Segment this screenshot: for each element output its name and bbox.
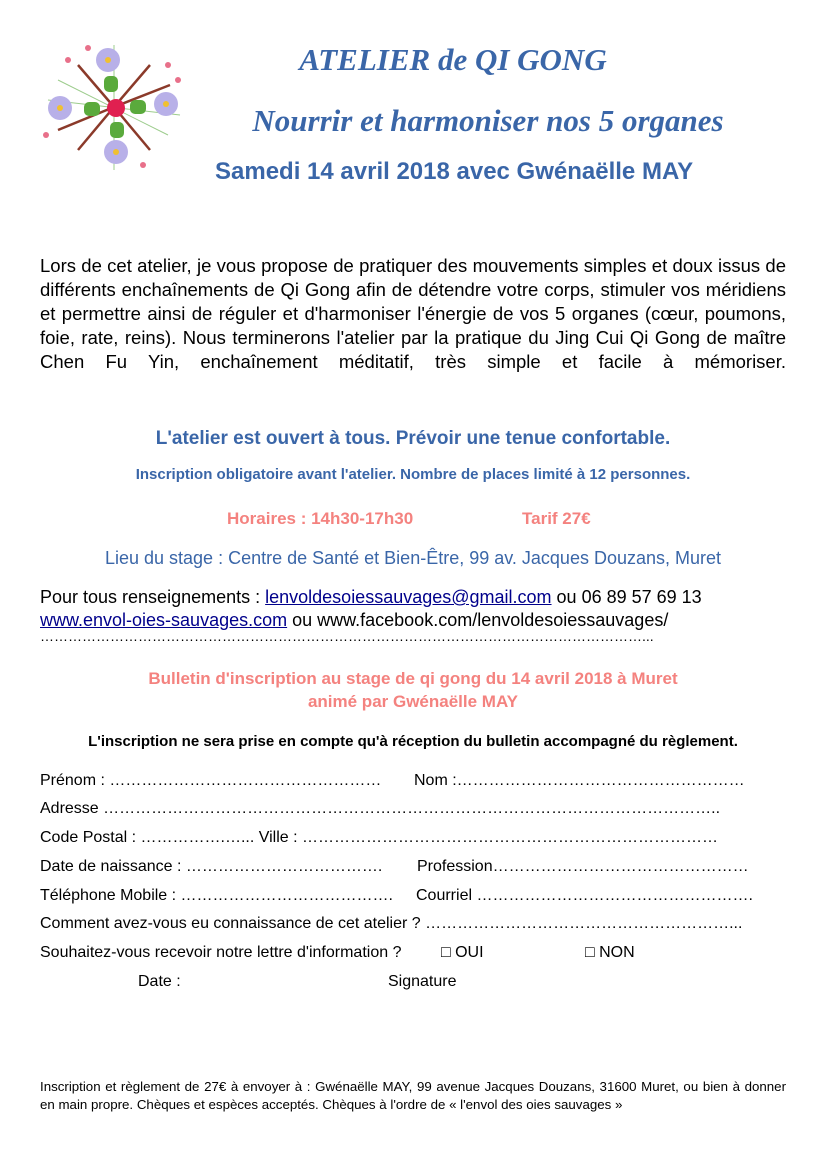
contact-block <box>40 586 702 632</box>
email-link[interactable]: lenvoldesoiessauvages@gmail.com <box>265 587 552 607</box>
field-code-postal-ville[interactable]: Code Postal : …………….…... Ville : …………………………………………………………………… <box>40 829 719 846</box>
field-courriel[interactable]: Courriel ……………………………………………. <box>416 887 753 904</box>
bulletin-notice: L'inscription ne sera prise en compte qu'à réception du bulletin accompagné du règlement. <box>88 733 738 750</box>
event-date: Samedi 14 avril 2018 avec Gwénaëlle MAY <box>215 158 694 185</box>
document-subtitle: Nourrir et harmoniser nos 5 organes <box>252 103 724 138</box>
checkbox-non[interactable]: □ NON <box>585 944 635 961</box>
field-prenom[interactable]: Prénom : …………………………………………… <box>40 772 382 789</box>
inscription-notice: Inscription obligatoire avant l'atelier. Nombre de places limité à 12 personnes. <box>135 466 691 483</box>
separator: …………………………………………………………………………………………………………………... <box>40 628 654 644</box>
signature-label: Signature <box>388 973 457 990</box>
field-date-naissance[interactable]: Date de naissance : ………………………………. <box>40 858 383 875</box>
phone: ou 06 89 57 69 13 <box>551 587 702 607</box>
checkbox-oui[interactable]: □ OUI <box>441 944 484 961</box>
field-connaissance[interactable]: Comment avez-vous eu connaissance de cet atelier ? …………………………………………………... <box>40 915 743 932</box>
field-adresse[interactable]: Adresse …………………………………………………………………………………………………….. <box>40 800 721 817</box>
field-telephone[interactable]: Téléphone Mobile : …………………………………. <box>40 887 393 904</box>
tarif: Tarif 27€ <box>522 509 591 528</box>
footer-note: Inscription et règlement de 27€ à envoyer à : Gwénaëlle MAY, 99 avenue Jacques Douzans, 31600 Muret, ou bien à donner en main propre. Chèques et espèces acceptés. Chèques à l'ordre de « l'envol des oies sauvages » <box>40 1079 786 1112</box>
date-label: Date : <box>138 973 181 990</box>
contact-prefix: Pour tous renseignements : <box>40 587 266 607</box>
open-notice: L'atelier est ouvert à tous. Prévoir une tenue confortable. <box>155 428 671 449</box>
bulletin-subtitle: animé par Gwénaëlle MAY <box>307 692 519 711</box>
lieu: Lieu du stage : Centre de Santé et Bien-Être, 99 av. Jacques Douzans, Muret <box>104 548 722 568</box>
document-title: ATELIER de QI GONG <box>299 42 607 77</box>
field-profession[interactable]: Profession………………………………………… <box>417 858 749 875</box>
newsletter-question: Souhaitez-vous recevoir notre lettre d'information ? <box>40 944 402 961</box>
facebook: ou www.facebook.com/lenvoldesoiessauvages/ <box>287 610 669 630</box>
website-link[interactable]: www.envol-oies-sauvages.com <box>40 610 288 630</box>
field-nom[interactable]: Nom :……………………………………………… <box>414 772 745 789</box>
intro-paragraph: Lors de cet atelier, je vous propose de pratiquer des mouvements simples et doux issus de différents enchaînements de Qi Gong afin de détendre votre corps, stimuler vos méridiens et permettre ainsi de réguler et d'harmoniser l'énergie de vos 5 organes (cœur, poumons, foie, rate, reins). Nous terminerons l'atelier par la pratique du Jing Cui Qi Gong de maître Chen Fu Yin, enchaînement méditatif, très simple et facile à mémoriser. <box>40 255 786 372</box>
horaires: Horaires : 14h30-17h30 <box>227 509 414 528</box>
bulletin-title: Bulletin d'inscription au stage de qi gong du 14 avril 2018 à Muret <box>148 669 678 688</box>
